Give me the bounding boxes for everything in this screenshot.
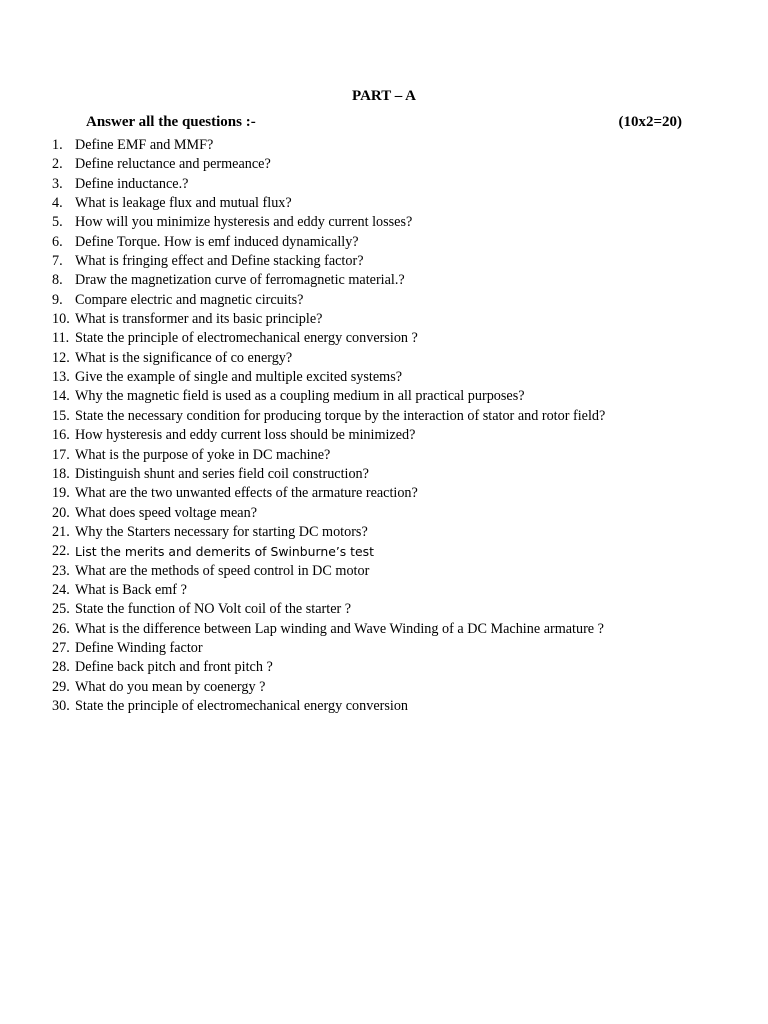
question-item	[52, 310, 752, 329]
question-text: What is transformer and its basic principle?	[75, 311, 323, 328]
question-item	[52, 407, 752, 426]
question-text: Draw the magnetization curve of ferromagnetic material.?	[75, 272, 405, 289]
question-item	[52, 252, 752, 271]
question-number: 25.	[52, 601, 70, 618]
question-text: Why the magnetic field is used as a coupling medium in all practical purposes?	[75, 388, 525, 405]
question-text: How will you minimize hysteresis and eddy current losses?	[75, 214, 413, 231]
question-list	[52, 136, 752, 716]
question-text: Why the Starters necessary for starting DC motors?	[75, 523, 368, 540]
question-number: 20.	[52, 504, 70, 521]
question-item	[52, 678, 752, 697]
question-text: What are the methods of speed control in DC motor	[75, 562, 370, 579]
question-item	[52, 213, 752, 232]
question-item	[52, 329, 752, 348]
question-text: What is the purpose of yoke in DC machine?	[75, 446, 331, 463]
question-item	[52, 155, 752, 174]
question-text: What is the significance of co energy?	[75, 349, 293, 366]
question-item	[52, 523, 752, 542]
question-number: 26.	[52, 620, 70, 637]
question-item	[52, 387, 752, 406]
question-number: 4.	[52, 195, 63, 212]
instruction-row	[86, 113, 682, 131]
question-text: Define EMF and MMF?	[75, 137, 214, 153]
question-number: 23.	[52, 562, 70, 579]
question-item	[52, 233, 752, 252]
question-text: Define back pitch and front pitch ?	[75, 659, 273, 676]
question-text: What do you mean by coenergy ?	[75, 678, 266, 695]
question-text: Distinguish shunt and series field coil construction?	[75, 465, 369, 482]
question-number: 16.	[52, 427, 70, 444]
marks-allocation: (10x2=20)	[618, 114, 682, 130]
question-text: Compare electric and magnetic circuits?	[75, 291, 304, 308]
question-number: 11.	[52, 330, 70, 347]
question-number: 13.	[52, 369, 70, 386]
question-number: 14.	[52, 388, 70, 405]
question-number: 27.	[52, 639, 70, 656]
question-text: What is leakage flux and mutual flux?	[75, 195, 292, 212]
question-item	[52, 136, 752, 155]
question-number: 2.	[52, 156, 63, 173]
question-number: 10.	[52, 311, 70, 328]
question-text: What is the difference between Lap winding and Wave Winding of a DC Machine armature ?	[75, 620, 604, 637]
question-number: 21.	[52, 523, 70, 540]
question-number: 7.	[52, 253, 63, 270]
question-item	[52, 368, 752, 387]
question-item	[52, 349, 752, 368]
question-item	[52, 504, 752, 523]
question-item	[52, 194, 752, 213]
question-number: 5.	[52, 214, 63, 231]
question-text: What does speed voltage mean?	[75, 504, 257, 521]
question-number: 22.	[52, 543, 70, 560]
question-text: How hysteresis and eddy current loss should be minimized?	[75, 427, 416, 444]
question-number: 24.	[52, 581, 70, 598]
question-text: Define reluctance and permeance?	[75, 156, 271, 173]
question-number: 3.	[52, 175, 63, 192]
question-number: 8.	[52, 272, 63, 289]
question-item	[52, 658, 752, 677]
question-number: 17.	[52, 446, 70, 463]
question-item	[52, 175, 752, 194]
question-number: 30.	[52, 697, 70, 714]
question-number: 9.	[52, 291, 63, 308]
question-text: What is Back emf ?	[75, 581, 187, 598]
question-item	[52, 271, 752, 290]
question-item	[52, 542, 752, 561]
question-item	[52, 446, 752, 465]
question-number: 1.	[52, 137, 63, 153]
question-text: What is fringing effect and Define stacking factor?	[75, 253, 364, 270]
question-text: State the necessary condition for producing torque by the interaction of stator and rotor field?	[75, 407, 606, 424]
question-number: 28.	[52, 659, 70, 676]
question-text: State the principle of electromechanical energy conversion ?	[75, 330, 418, 347]
question-text: Define Winding factor	[75, 639, 203, 656]
question-item	[52, 465, 752, 484]
question-text: What are the two unwanted effects of the armature reaction?	[75, 485, 418, 502]
question-item	[52, 581, 752, 600]
question-item	[52, 639, 752, 658]
question-text: Define Torque. How is emf induced dynamically?	[75, 233, 359, 250]
question-item	[52, 600, 752, 619]
question-text: List the merits and demerits of Swinburne’s test	[75, 544, 374, 560]
question-number: 18.	[52, 465, 70, 482]
instruction-text: Answer all the questions :-	[86, 114, 256, 130]
question-text: Define inductance.?	[75, 175, 189, 192]
question-item	[52, 426, 752, 445]
question-text: State the function of NO Volt coil of the starter ?	[75, 601, 352, 618]
question-item	[52, 620, 752, 639]
question-item	[52, 562, 752, 581]
question-number: 19.	[52, 485, 70, 502]
question-item	[52, 697, 752, 716]
question-item	[52, 484, 752, 503]
part-title: PART – A	[352, 88, 416, 104]
question-number: 6.	[52, 233, 63, 250]
question-item	[52, 291, 752, 310]
question-number: 12.	[52, 349, 70, 366]
question-number: 15.	[52, 407, 70, 424]
question-text: State the principle of electromechanical energy conversion	[75, 697, 409, 714]
question-number: 29.	[52, 678, 70, 695]
question-text: Give the example of single and multiple excited systems?	[75, 369, 403, 386]
